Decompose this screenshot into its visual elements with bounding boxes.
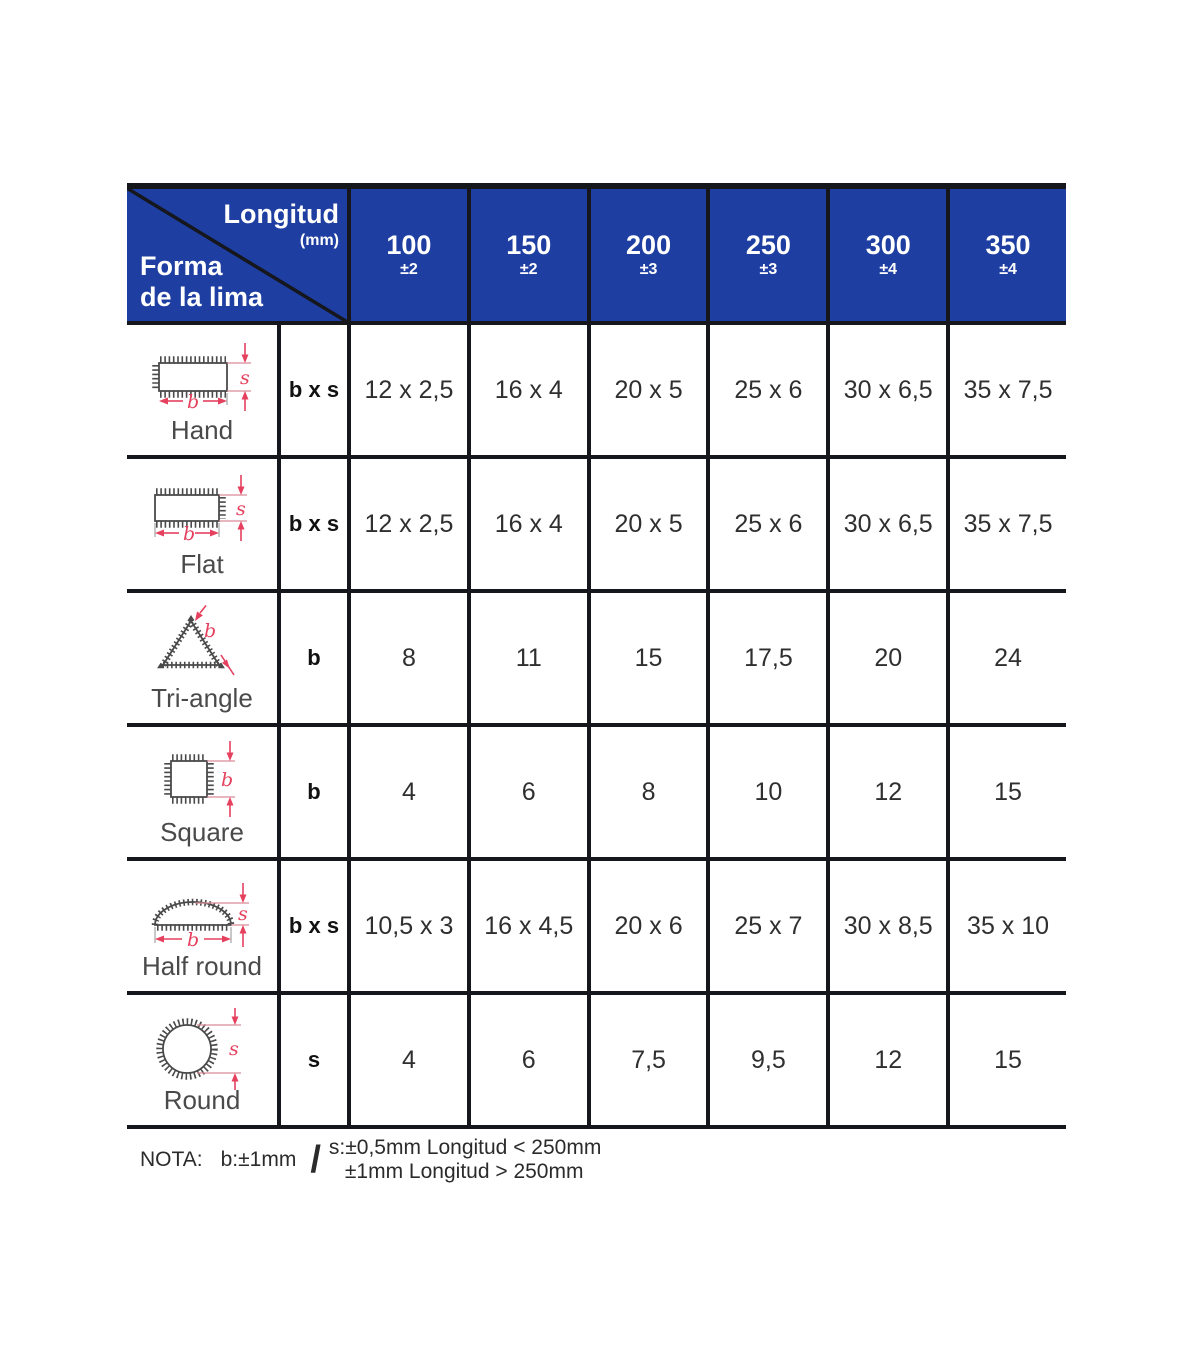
shape-label: Half round: [142, 951, 262, 981]
value-cell: 20 x 5: [587, 325, 707, 455]
length-value: 250: [745, 230, 791, 260]
dim-letter-s: s: [240, 367, 250, 389]
dim-label-cell: b: [277, 727, 347, 857]
tolerance-value: ±3: [759, 261, 778, 278]
header-longitud: [224, 199, 339, 250]
dim-label-cell: b x s: [277, 861, 347, 991]
length-value: 350: [985, 230, 1031, 260]
dim-label-cell: b x s: [277, 459, 347, 589]
value-cell: 4: [347, 995, 467, 1125]
header-col-250: [706, 189, 826, 321]
table-row-triangle: [127, 593, 1066, 727]
table-row-halfround: [127, 861, 1066, 995]
length-value: 200: [626, 230, 672, 260]
value-cell: 6: [467, 727, 587, 857]
dim-label-cell: s: [277, 995, 347, 1125]
tolerance-value: ±2: [400, 261, 418, 278]
value-cell: 7,5: [587, 995, 707, 1125]
value-cell: 12 x 2,5: [347, 325, 467, 455]
note-slash: /: [310, 1138, 321, 1181]
round-file-icon: [137, 1007, 267, 1091]
header-col-200: [587, 189, 707, 321]
dim-letter-b: b: [204, 620, 217, 642]
value-cell: 9,5: [706, 995, 826, 1125]
tolerance-value: ±3: [639, 261, 658, 278]
value-cell: 25 x 6: [706, 325, 826, 455]
dim-letter-s: s: [236, 498, 246, 520]
note-s-rule-1: s:±0,5mm Longitud < 250mm: [328, 1136, 602, 1159]
value-cell: 16 x 4: [467, 459, 587, 589]
value-cell: 35 x 7,5: [946, 325, 1066, 455]
length-value: 100: [386, 230, 432, 260]
value-cell: 30 x 6,5: [826, 459, 946, 589]
value-cell: 10: [706, 727, 826, 857]
value-cell: 6: [467, 995, 587, 1125]
header-col-100: [347, 189, 467, 321]
tolerance-value: ±4: [879, 261, 898, 278]
value-cell: 16 x 4,5: [467, 861, 587, 991]
shape-cell-triangle: [127, 593, 277, 723]
tolerance-value: ±4: [999, 261, 1017, 278]
value-cell: 15: [946, 995, 1066, 1125]
shape-label: Tri-angle: [151, 683, 253, 713]
hand-file-icon: [137, 337, 267, 421]
shape-cell-round: [127, 995, 277, 1125]
longitud-label: Longitud: [223, 199, 339, 229]
square-file-icon: [137, 739, 267, 823]
shape-cell-flat: [127, 459, 277, 589]
value-cell: 15: [946, 727, 1066, 857]
table-row-square: [127, 727, 1066, 861]
dim-letter-b: b: [187, 929, 200, 951]
shape-label: Flat: [180, 549, 224, 579]
value-cell: 20 x 5: [587, 459, 707, 589]
tolerance-note: [140, 1136, 601, 1184]
header-col-300: [826, 189, 946, 321]
value-cell: 35 x 10: [946, 861, 1066, 991]
shape-label: Square: [160, 817, 244, 847]
flat-file-icon: [137, 471, 267, 555]
shape-cell-hand: [127, 325, 277, 455]
dim-letter-b: b: [187, 391, 200, 413]
dim-label-cell: b x s: [277, 325, 347, 455]
value-cell: 8: [587, 727, 707, 857]
value-cell: 24: [946, 593, 1066, 723]
value-cell: 20: [826, 593, 946, 723]
dim-letter-s: s: [229, 1038, 239, 1060]
dim-label-cell: b: [277, 593, 347, 723]
shape-label: Round: [163, 1085, 241, 1115]
forma-line1: Forma: [140, 250, 223, 281]
dim-letter-b: b: [221, 769, 234, 791]
value-cell: 10,5 x 3: [347, 861, 467, 991]
triangle-file-icon: [137, 605, 267, 689]
note-s-rules: [329, 1136, 601, 1184]
tolerance-value: ±2: [519, 261, 538, 278]
shape-cell-square: [127, 727, 277, 857]
note-b-rule: b:±1mm: [220, 1148, 297, 1172]
value-cell: 4: [347, 727, 467, 857]
value-cell: 17,5: [706, 593, 826, 723]
table-header-row: [127, 183, 1066, 325]
header-forma: [140, 251, 263, 313]
half-round-file-icon: [137, 873, 267, 957]
forma-line2: de la lima: [140, 281, 264, 312]
table-row-round: [127, 995, 1066, 1129]
value-cell: 15: [587, 593, 707, 723]
value-cell: 30 x 6,5: [826, 325, 946, 455]
note-label: NOTA:: [140, 1148, 203, 1172]
dim-letter-b: b: [183, 523, 196, 545]
value-cell: 12 x 2,5: [347, 459, 467, 589]
unit-label: (mm): [299, 232, 339, 249]
value-cell: 20 x 6: [587, 861, 707, 991]
value-cell: 35 x 7,5: [946, 459, 1066, 589]
length-value: 150: [506, 230, 552, 260]
value-cell: 25 x 7: [706, 861, 826, 991]
value-cell: 8: [347, 593, 467, 723]
length-value: 300: [865, 230, 911, 260]
file-dimensions-table: [127, 183, 1066, 1129]
value-cell: 25 x 6: [706, 459, 826, 589]
header-col-350: [946, 189, 1066, 321]
dim-letter-s: s: [238, 903, 248, 925]
table-row-flat: [127, 459, 1066, 593]
table-row-hand: [127, 325, 1066, 459]
value-cell: 12: [826, 995, 946, 1125]
value-cell: 11: [467, 593, 587, 723]
shape-cell-halfround: [127, 861, 277, 991]
value-cell: 12: [826, 727, 946, 857]
note-s-rule-2: ±1mm Longitud > 250mm: [344, 1160, 584, 1184]
header-corner-cell: [127, 189, 347, 321]
shape-label: Hand: [170, 415, 234, 445]
value-cell: 16 x 4: [467, 325, 587, 455]
header-col-150: [467, 189, 587, 321]
value-cell: 30 x 8,5: [826, 861, 946, 991]
